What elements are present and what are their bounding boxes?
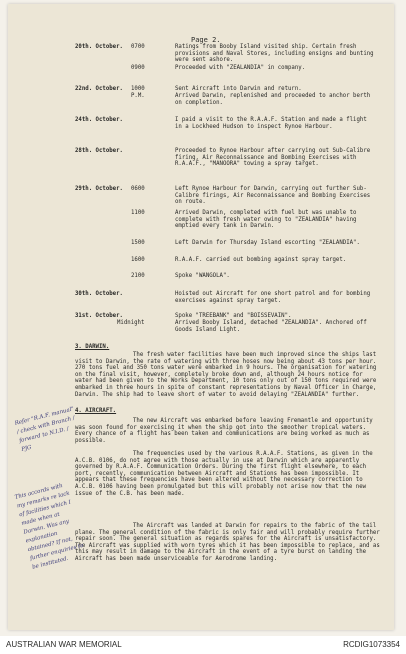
entry-date: 29th. October. [75, 186, 123, 192]
entry-time: 0700 [131, 44, 145, 50]
entry-time: 1100 [131, 210, 145, 216]
archive-footer [0, 636, 406, 654]
entry-text: Arrived Booby Island, detached "ZEALANDIA". Anchored off Goods Island Light. [175, 320, 367, 333]
entry-date: 31st. October. [75, 313, 123, 319]
entry-time: 0900 [131, 65, 145, 71]
aircraft-paragraph-1: The new Aircraft was embarked before leaving Fremantle and opportunity was soon found for exercising it when the ship got into the smoother tropical waters. Every chance of a flight has been taken and communications are being worked as much as possible. [75, 418, 373, 444]
section-heading-aircraft: 4. AIRCRAFT. [75, 408, 117, 414]
entry-date: 20th. October. [75, 44, 123, 50]
entry-text: Proceeded to Rynoe Harbour after carrying out Sub-Calibre firing, Air Reconnaissance and Bombing Exercises with R.A.A.F., "MANOORA" towing a spray target. [175, 148, 371, 167]
page-number: Page 2. [191, 36, 221, 44]
entry-text: Proceeded with "ZEALANDIA" in company. [175, 65, 306, 71]
entry-time: 1600 [131, 257, 145, 263]
entry-text: R.A.A.F. carried out bombing against spray target. [175, 257, 347, 263]
entry-text: Arrived Darwin, completed with fuel but was unable to complete with fresh water owing to "ZEALANDIA" having emptied every tank in Darwin. [175, 210, 357, 229]
footer-record-id: RCDIG1073354 [343, 640, 400, 649]
entry-time: 2100 [131, 273, 145, 279]
entry-text: Arrived Darwin, replenished and proceeded to anchor berth on completion. [175, 93, 371, 106]
darwin-paragraph: The fresh water facilities have been much improved since the ships last visit to Darwin, the rate of watering with three hoses now being about 43 tons per hour. 270 tons fuel and 350 tons water were embarked in 9 hours. The organisation for watering on the final visit, however, completely broke down and, although 24 hours notice for water had been given to the Works Department, 10 tons only out of 150 tons required were embarked in three hours in spite of constant representations by Naval Officer in Charge, Darwin. The ship had to leave short of water to avoid delaying "ZEALANDIA" further. [75, 352, 377, 398]
entry-time: Midnight [117, 320, 145, 326]
entry-text: I paid a visit to the R.A.A.F. Station and made a flight in a Lockheed Hudson to inspect Rynoe Harbour. [175, 117, 367, 130]
entry-date: 28th. October. [75, 148, 123, 154]
entry-time: 1000 [131, 86, 145, 92]
entry-time: P.M. [131, 93, 145, 99]
entry-text: Left Rynoe Harbour for Darwin, carrying out further Sub-Calibre firings, Air Reconnaissance and Bombing Exercises on route. [175, 186, 371, 205]
footer-institution: AUSTRALIAN WAR MEMORIAL [6, 640, 122, 649]
entry-time: 0600 [131, 186, 145, 192]
aircraft-paragraph-3: The Aircraft was landed at Darwin for repairs to the fabric of the tail plane. The general condition of the fabric is only fair and will probably require further repair soon. The general situation as regards spares for the Aircraft is unsatisfactory. The Aircraft was supplied with worn tyres which it has been impossible to replace, and as this may result in damage to the Aircraft in the event of a tyre burst on landing the Aircraft has been made unserviceable for Aerodrome landing. [75, 523, 380, 562]
handwritten-note: Refer "R.A.F. manual" / check with Branch / forward to N.I.D. / PJG [14, 406, 76, 453]
section-heading-darwin: 3. DARWIN. [75, 344, 110, 350]
entry-text: Sent Aircraft into Darwin and return. [175, 86, 302, 92]
entry-text: Spoke "WANGOLA". [175, 273, 230, 279]
entry-date: 22nd. October. [75, 86, 123, 92]
aircraft-paragraph-2: The frequencies used by the various R.A.A.F. Stations, as given in the A.C.B. 0106, do not agree with those actually in use at Darwin which are apparently governed by R.A.A.F. Communication Orders. During the first flight elsewhere, to each port, recently, communication between Aircraft and Stations has been impossible. It appears that these frequencies have been altered without the necessary correction to A.C.B. 0106 having been promulgated but this will probably not arise now that the new issue of the C.B. has been made. [75, 451, 373, 497]
entry-text: Ratings from Booby Island visited ship. Certain fresh provisions and Naval Stores, including ensigns and bunting were sent ashore. [175, 44, 374, 63]
entry-time: 1500 [131, 240, 145, 246]
entry-date: 24th. October. [75, 117, 123, 123]
handwritten-note: This accords with my remarks re lack of facilities which I made when at Darwin. Was any explanation obtained? If not, further enquiries to be instituted. [14, 483, 85, 571]
entry-date: 30th. October. [75, 291, 123, 297]
entry-text: Left Darwin for Thursday Island escorting "ZEALANDIA". [175, 240, 360, 246]
entry-text: Hoisted out Aircraft for one short patrol and for bombing exercises against spray target. [175, 291, 371, 304]
entry-text: Spoke "TREEBANK" and "BOISSEVAIN". [175, 313, 292, 319]
